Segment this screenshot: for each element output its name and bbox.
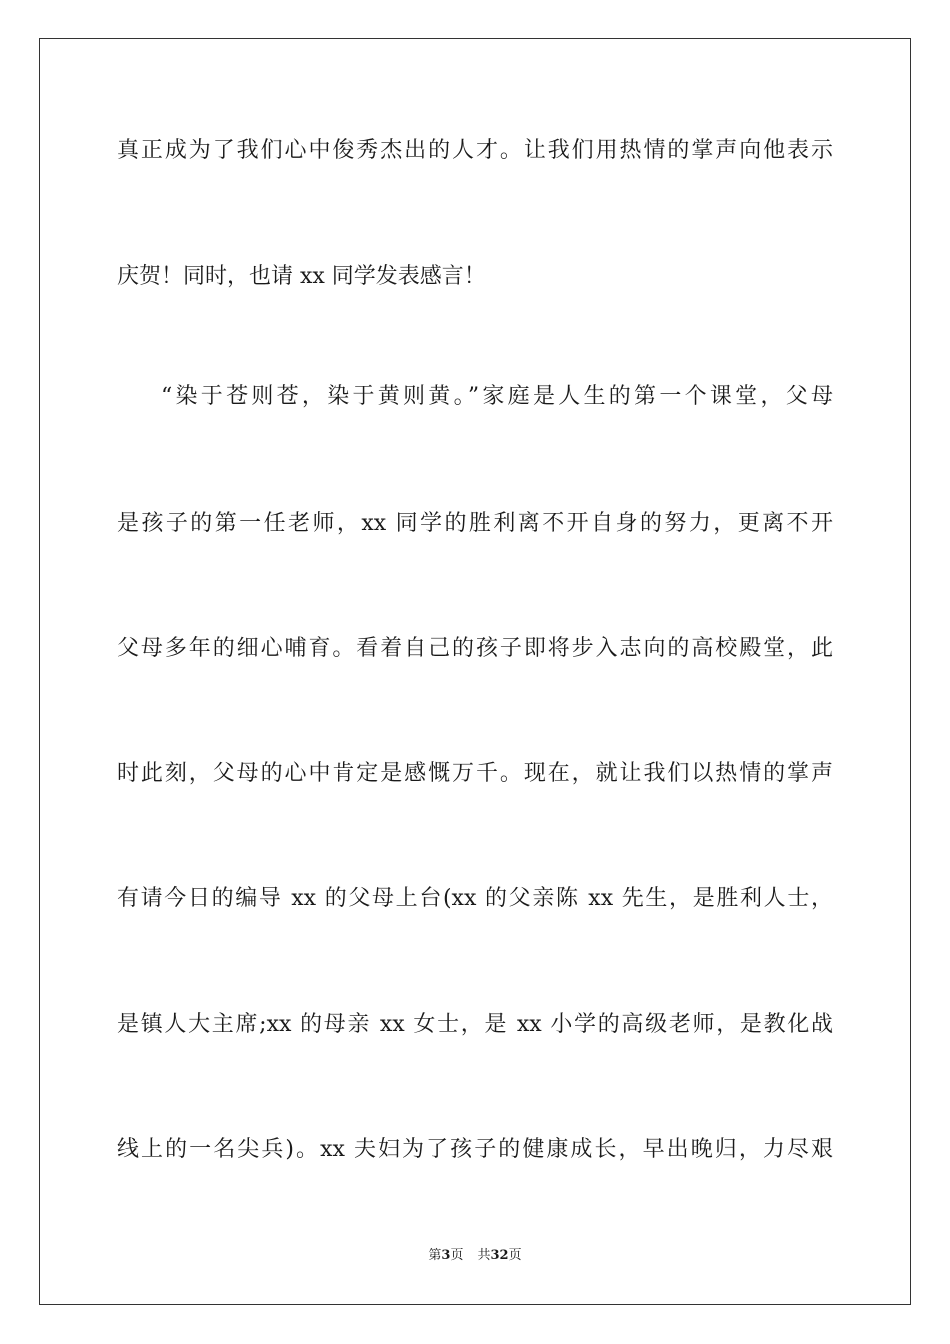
page-border bbox=[39, 38, 911, 1305]
body-line-1: 真正成为了我们心中俊秀杰出的人才。让我们用热情的掌声向他表示 bbox=[117, 138, 833, 163]
body-line-3: “染于苍则苍，染于黄则黄。”家庭是人生的第一个课堂，父母 bbox=[161, 384, 833, 409]
footer-page-mid: 页 bbox=[450, 1248, 464, 1263]
body-line-6: 时此刻，父母的心中肯定是感慨万千。现在，就让我们以热情的掌声 bbox=[117, 761, 833, 786]
footer-total-suffix: 页 bbox=[508, 1248, 522, 1263]
body-line-2: 庆贺！同时，也请 xx 同学发表感言！ bbox=[117, 264, 486, 289]
body-line-7: 有请今日的编导 xx 的父母上台(xx 的父亲陈 xx 先生，是胜利人士， bbox=[117, 886, 833, 911]
page-footer bbox=[0, 1246, 950, 1266]
body-line-5: 父母多年的细心哺育。看着自己的孩子即将步入志向的高校殿堂，此 bbox=[117, 636, 833, 661]
body-line-8: 是镇人大主席;xx 的母亲 xx 女士，是 xx 小学的高级老师，是教化战 bbox=[117, 1012, 833, 1037]
body-line-4: 是孩子的第一任老师，xx 同学的胜利离不开自身的努力，更离不开 bbox=[117, 511, 833, 536]
footer-total-prefix: 共 bbox=[477, 1248, 491, 1263]
footer-page-current: 3 bbox=[441, 1248, 451, 1263]
body-line-9: 线上的一名尖兵)。xx 夫妇为了孩子的健康成长，早出晚归，力尽艰 bbox=[117, 1137, 833, 1162]
footer-page-prefix: 第 bbox=[428, 1248, 442, 1263]
footer-page-total: 32 bbox=[490, 1248, 509, 1263]
